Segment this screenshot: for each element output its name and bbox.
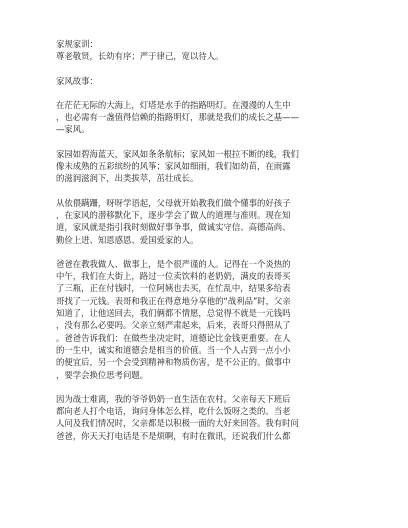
paragraph-line: 的滋润滋润下，出类拔萃，茁壮成长。	[56, 173, 199, 184]
paragraph-line: 像未成熟的五彩缤纷的风筝；家风如细雨，我们如幼苗，在雨露	[56, 161, 291, 172]
paragraph-4	[56, 258, 356, 381]
paragraph-line: 道，家风就是指引我时刻做好事争事，做诚实守信、高德高尚、	[56, 222, 291, 233]
paragraph-line: ，没有那么必要吗。父亲立刻严肃起来，后来，表哥只得照从了	[56, 320, 291, 331]
paragraph-line: 家园如碧海蓝天，家风如条条航标；家风如一根拉不断的线，我们	[56, 148, 299, 159]
paragraph-line: 都向老人打个电话，询问身体怎么样，吃什么饭呀之类的。当老	[56, 406, 291, 417]
paragraph-line: 的一生中，诚实和道德会是相当的价值。当一个人占到一点小小	[56, 344, 291, 355]
paragraph-line: ，在家风的潜移默化下，逐步学会了做人的道理与准则。现在知	[56, 209, 291, 220]
paragraph-line: 哥找了一元钱。表哥和我正在得意地分享他的“战利品”时，父亲	[56, 295, 291, 306]
paragraph-5	[56, 393, 356, 442]
paragraph-line: 因为战士难离，我的爷爷奶奶一直生活在农村。父亲每天下班后	[56, 393, 291, 404]
paragraph-line: 。爸爸告诉我们：在做些坐决定时，道德论比金钱更重要。在人	[56, 332, 291, 343]
paragraph-line: 勤俭上进、知恩感恩、爱国爱家的人。	[56, 234, 199, 245]
paragraph-3	[56, 197, 356, 246]
rules-heading: 家规家训：	[56, 39, 98, 49]
paragraph-line: 中午，我们在大街上，路过一位卖饮料的老奶奶，满皮的表哥买	[56, 271, 291, 282]
family-motto: 尊老敬贤，长幼有序；严于律己，宽以待人。	[56, 51, 224, 62]
paragraph-line: ，要学会换位思考问题。	[56, 369, 149, 380]
paragraph-line: 的便宜后，另一个会受到精神和物质伤害，是不公正的。做事中	[56, 357, 291, 368]
paragraph-2	[56, 148, 356, 185]
document-page	[56, 38, 356, 454]
paragraph-line: 知道了，让他送回去，我们俩都不情愿，总觉得不就是一元钱吗	[56, 308, 291, 319]
paragraph-line: 人问及我们情况时，父亲都是以积极一面的大好来回答。我有时问	[56, 418, 299, 429]
paragraph-line: 爸爸，你天天打电话是不是烦啊，有时在微讯，还说我们什么都	[56, 430, 291, 441]
paragraph-line: 了三瓶，正在付钱时，一位阿姨也去买，在忙乱中，结果多给表	[56, 283, 291, 294]
paragraph-line: ，也必需有一盏值得信赖的指路明灯，那就是我们的成长之基——	[56, 112, 299, 123]
paragraph-line: —家风。	[56, 124, 90, 135]
paragraph-line: 在茫茫无际的大海上，灯塔是水手的指路明灯。在漫漫的人生中	[56, 99, 291, 110]
paragraph-line: 爸爸在教我做人、做事上，是个很严谨的人。记得在一个炎热的	[56, 258, 291, 269]
story-heading: 家风故事：	[56, 75, 98, 86]
paragraph-line: 从依偎蹒跚，呀呀学语起，父母就开始教我们做个懂事的好孩子	[56, 197, 291, 208]
paragraph-1	[56, 99, 356, 136]
